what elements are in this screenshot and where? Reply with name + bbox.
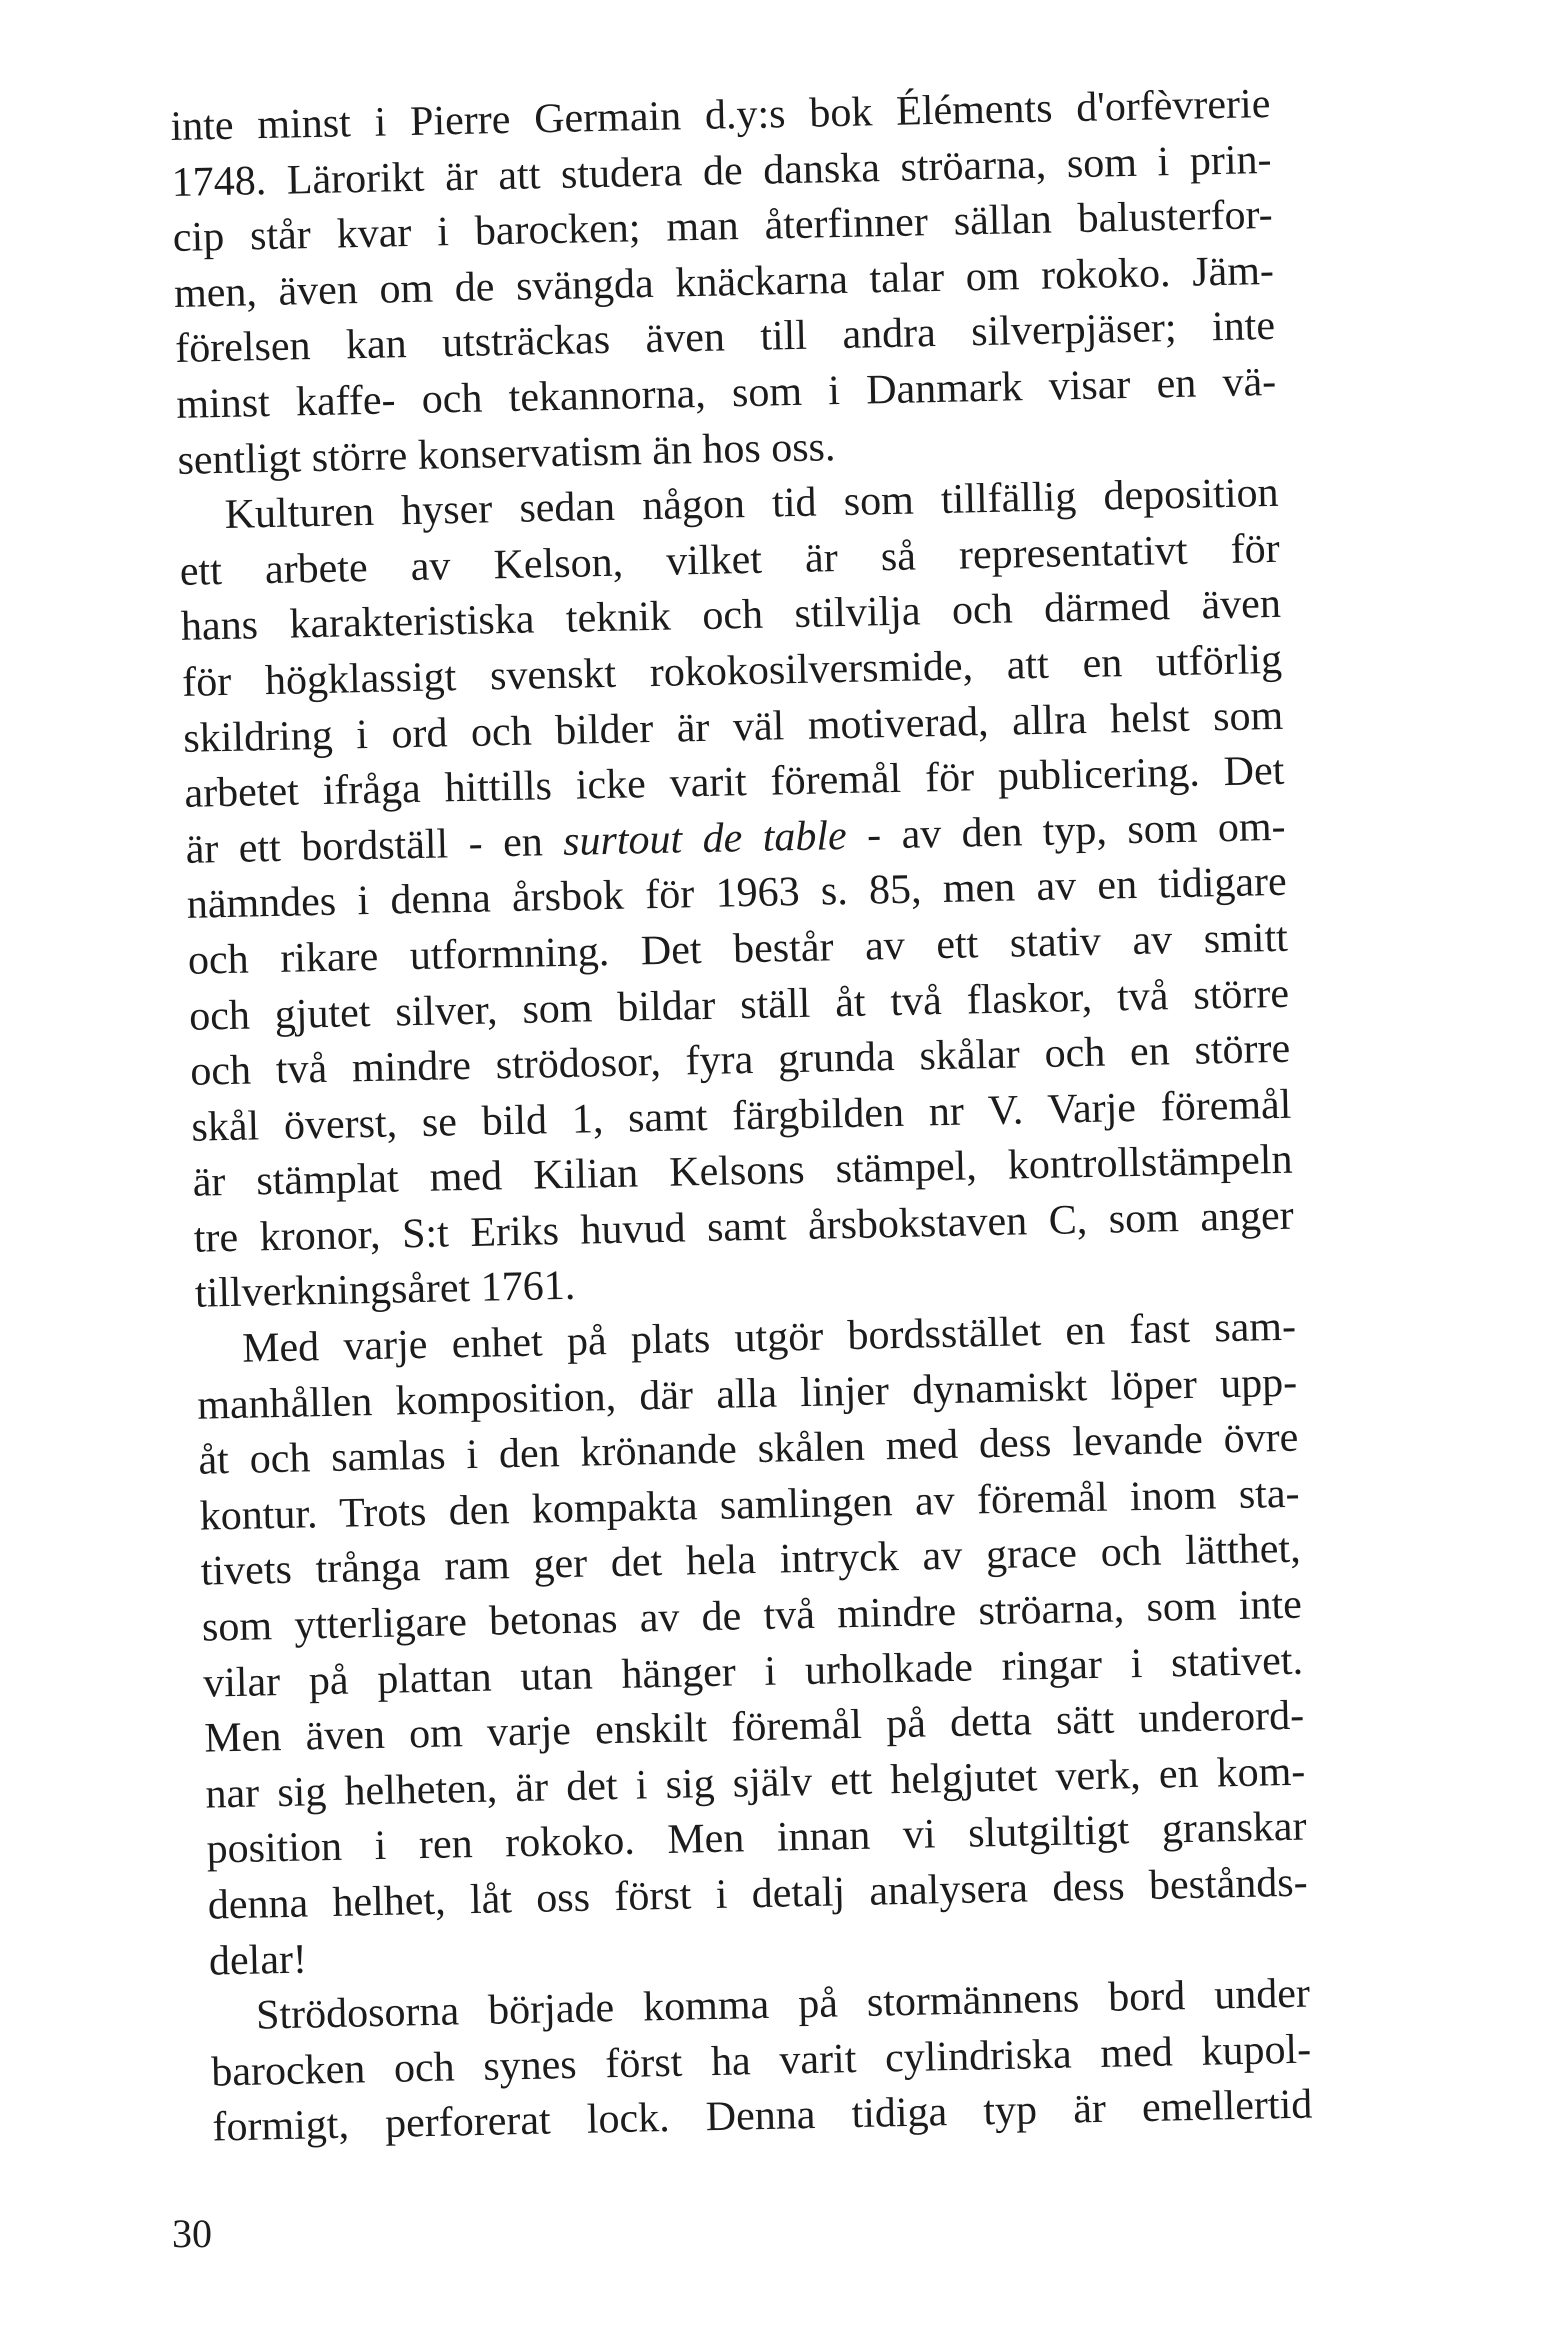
text-line: som ytterligare betonas av de två mindre ströarna, som inte <box>201 1581 1303 1651</box>
text-line: vilar på plattan utan hänger i urholkade ringar i stativet. <box>202 1637 1304 1707</box>
text-line: kontur. Trots den kompakta samlingen av föremål inom sta- <box>199 1470 1300 1540</box>
page-number: 30 <box>172 2211 212 2256</box>
text-line: Med varje enhet på plats utgör bordsstället en fast sam- <box>241 1303 1297 1372</box>
text-line: och två mindre strödosor, fyra grunda skålar och en större <box>189 1025 1291 1095</box>
text-line: Strödosorna började komma på stormännens bord under <box>255 1970 1311 2039</box>
text-line: barocken och synes först ha varit cylindriska med kupol- <box>210 2026 1312 2096</box>
text-line: nämndes i denna årsbok för 1963 s. 85, men av en tidigare <box>186 859 1288 929</box>
text-segment: - av den typ, som om- <box>846 803 1286 859</box>
text-line: tre kronor, S:t Eriks huvud samt årsbokstaven C, som anger <box>193 1192 1295 1262</box>
text-line: tivets trånga ram ger det hela intryck av grace och lätthet, <box>200 1526 1302 1596</box>
text-line: inte minst i Pierre Germain d.y:s bok Éléments d'orfèvrerie <box>170 80 1271 150</box>
text-line: 1748. Lärorikt är att studera de danska ströarna, som i prin- <box>171 136 1272 206</box>
text-line: Men även om varje enskilt föremål på detta sätt underord- <box>203 1692 1305 1762</box>
text-line: delar! <box>208 1936 308 1985</box>
text-line: formigt, perforerat lock. Denna tidiga typ är emellertid <box>211 2081 1313 2151</box>
text-line: arbetet ifråga hittills icke varit föremål för publicering. Det <box>184 747 1285 817</box>
text-line: Kulturen hyser sedan någon tid som tillfällig deposition <box>224 470 1279 539</box>
text-line: skål överst, se bild 1, samt färgbilden nr V. Varje föremål <box>191 1081 1292 1151</box>
text-line: för högklassigt svenskt rokokosilversmide, att en utförlig <box>181 636 1283 706</box>
text-line: är stämplat med Kilian Kelsons stämpel, kontrollstämpeln <box>192 1137 1293 1207</box>
text-line: åt och samlas i den krönande skålen med dess levande övre <box>198 1414 1299 1484</box>
text-line: denna helhet, låt oss först i detalj analysera dess bestånds- <box>207 1859 1309 1929</box>
text-line: manhållen komposition, där alla linjer dynamiskt löper upp- <box>196 1359 1298 1429</box>
text-line: tillverkningsåret 1761. <box>194 1263 576 1318</box>
text-line: förelsen kan utsträckas även till andra silverpjäser; inte <box>174 303 1276 373</box>
text-line: skildring i ord och bilder är väl motiverad, allra helst som <box>182 692 1284 762</box>
text-line: hans karakteristiska teknik och stilvilja och därmed även <box>180 581 1282 651</box>
text-segment: är ett bordställ - en <box>185 818 564 873</box>
text-line: och gjutet silver, som bildar ställ åt två flaskor, två större <box>188 970 1290 1040</box>
text-line: minst kaffe- och tekannorna, som i Danmark visar en vä- <box>175 358 1277 428</box>
italic-phrase: surtout de table <box>562 812 848 865</box>
text-line: men, även om de svängda knäckarna talar om rokoko. Jäm- <box>173 247 1275 317</box>
text-line: position i ren rokoko. Men innan vi slutgiltigt granskar <box>206 1803 1307 1874</box>
text-line: cip står kvar i barocken; man återfinner sällan balusterfor- <box>172 192 1274 262</box>
text-line: nar sig helheten, är det i sig själv ett helgjutet verk, en kom- <box>205 1748 1306 1818</box>
text-line: sentligt större konservatism än hos oss. <box>177 423 836 484</box>
body-text <box>170 77 1313 2157</box>
text-line: ett arbete av Kelson, vilket är så representativt för <box>179 525 1281 595</box>
text-line: och rikare utformning. Det består av ett stativ av smitt <box>187 914 1289 984</box>
